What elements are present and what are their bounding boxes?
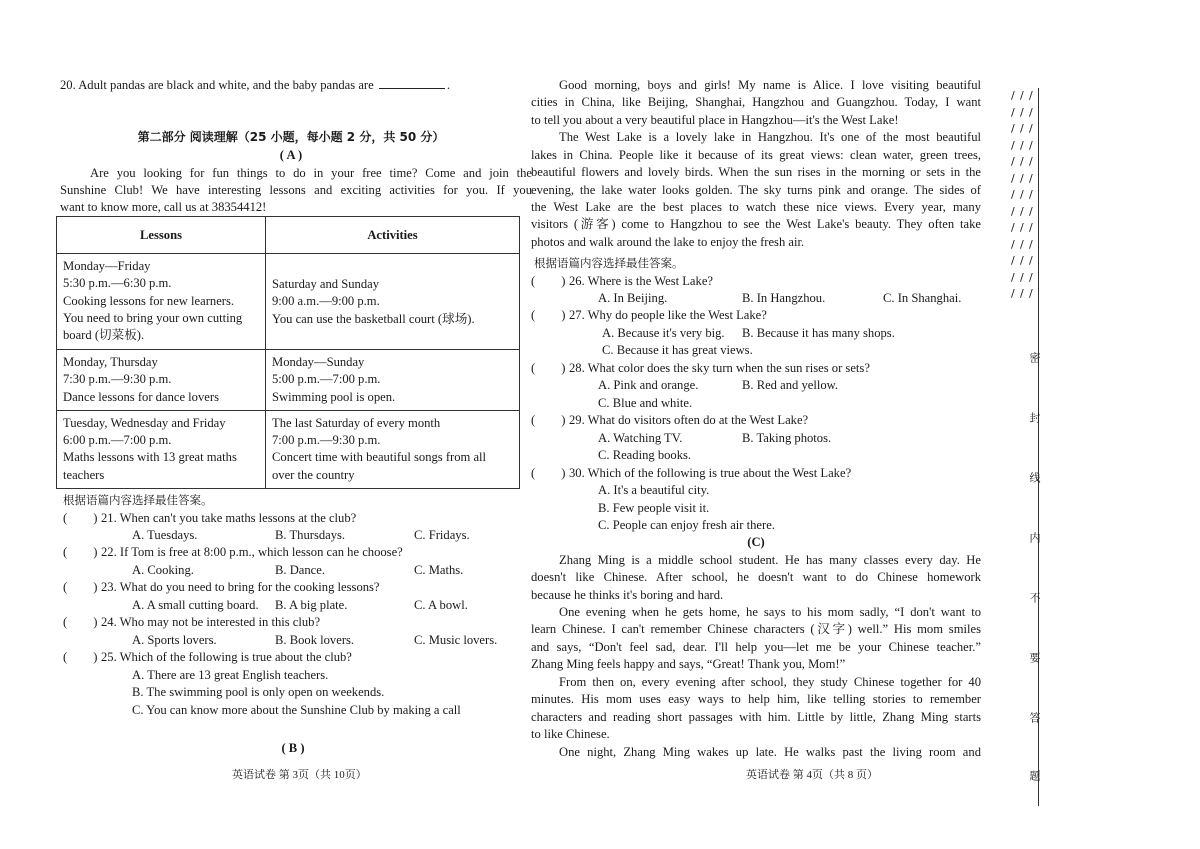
seal-char: 封 — [1028, 412, 1041, 423]
open-paren: ( — [63, 650, 68, 664]
page-footer-left: 英语试卷 第 3页（共 10页） — [232, 769, 367, 781]
passage-line: One night, Zhang Ming wakes up late. He walks past the living room and — [559, 745, 981, 759]
seal-char: 线 — [1028, 472, 1041, 483]
table-header-row — [57, 217, 520, 254]
close-paren: ) — [561, 466, 566, 480]
option-b: B. Red and yellow. — [742, 378, 839, 392]
answer-bracket[interactable] — [531, 273, 565, 290]
cell-line: The last Saturday of every month — [272, 415, 441, 430]
passage-line: the West Lake are the best places to watch these nice views. Every year, many — [531, 200, 981, 214]
passage-line: cities in China, like Beijing, Shanghai, Hangzhou and Guangzhou. Today, I want — [531, 95, 981, 109]
option-c: C. You can know more about the Sunshine Club by making a call — [132, 703, 461, 717]
slash-mark: / — [1011, 105, 1015, 119]
passage-line: to like Chinese. — [531, 727, 610, 741]
passage-line: visitors (游客) come to Hangzhou to see the West Lake's beauty. They often take — [531, 217, 981, 231]
section-title: 第二部分 阅读理解（25 小题，每小题 2 分，共 50 分） — [137, 130, 445, 144]
slash-mark: / — [1020, 270, 1024, 284]
slash-mark: / — [1020, 237, 1024, 251]
option-c: C. Blue and white. — [598, 396, 693, 410]
slash-mark: / — [1020, 171, 1024, 185]
option-a: A. Cooking. — [132, 563, 194, 577]
close-paren: ) — [561, 361, 566, 375]
open-paren: ( — [531, 413, 536, 427]
open-paren: ( — [63, 545, 68, 559]
question-stem: 27. Why do people like the West Lake? — [569, 308, 767, 322]
question-stem: 26. Where is the West Lake? — [569, 274, 713, 288]
option-b: B. Thursdays. — [275, 528, 346, 542]
slash-mark: / — [1029, 221, 1033, 234]
cell-line: 7:00 p.m.—9:30 p.m. — [272, 433, 381, 448]
close-paren: ) — [93, 545, 98, 559]
passage-a-label: ( A ) — [279, 148, 303, 162]
seal-char: 要 — [1028, 652, 1041, 663]
slash-mark: / — [1029, 105, 1033, 119]
answer-bracket[interactable] — [63, 614, 97, 631]
option-c: C. Because it has great views. — [602, 343, 753, 357]
passage-line: lakes in China. People like it because of its great views: clean water, green trees, — [531, 148, 981, 162]
question-stem: 21. When can't you take maths lessons at the club? — [101, 511, 357, 525]
option-b: B. Dance. — [275, 563, 326, 577]
question-stem: 29. What do visitors often do at the West Lake? — [569, 413, 809, 427]
slash-mark: / — [1011, 89, 1015, 102]
question-stem: 28. What color does the sky turn when the sun rises or sets? — [569, 361, 870, 375]
slash-mark: / — [1011, 188, 1015, 201]
question-stem: 30. Which of the following is true about the West Lake? — [569, 466, 852, 480]
answer-bracket[interactable] — [63, 544, 97, 561]
lessons-cell — [57, 350, 266, 411]
option-a: A. There are 13 great English teachers. — [132, 668, 329, 682]
table-row — [57, 254, 520, 350]
cell-line: Monday, Thursday — [63, 355, 158, 369]
open-paren: ( — [63, 615, 68, 629]
answer-bracket[interactable] — [531, 412, 565, 429]
answer-blank[interactable] — [379, 77, 445, 89]
open-paren: ( — [531, 274, 536, 288]
passage-line: photos and walk around the lake to enjoy the fresh air. — [531, 235, 805, 249]
option-a: A. Tuesdays. — [132, 528, 198, 542]
cell-line: Monday—Sunday — [272, 355, 365, 369]
cell-line: You need to bring your own cutting — [63, 310, 243, 325]
slash-mark: / — [1020, 254, 1024, 267]
question-20-period: . — [446, 78, 450, 92]
cell-line: 5:00 p.m.—7:00 p.m. — [272, 372, 381, 387]
seal-char: 答 — [1028, 712, 1041, 723]
slash-mark: / — [1011, 221, 1015, 234]
open-paren: ( — [531, 361, 536, 375]
cell-line: 6:00 p.m.—7:00 p.m. — [63, 433, 172, 448]
question-20 — [60, 77, 522, 94]
cell-line: board (切菜板). — [63, 328, 145, 343]
question-20-text: 20. Adult pandas are black and white, and the baby pandas are — [60, 78, 374, 92]
activities-header: Activities — [266, 217, 520, 254]
close-paren: ) — [93, 580, 98, 594]
slash-mark: / — [1029, 254, 1033, 267]
option-a: A. In Beijing. — [598, 291, 668, 305]
passage-line: The West Lake is a lovely lake in Hangzhou. It's one of the most beautiful — [559, 130, 981, 144]
slash-mark: / — [1029, 155, 1033, 168]
slash-mark: / — [1029, 171, 1033, 185]
question-stem: 23. What do you need to bring for the cooking lessons? — [101, 580, 380, 594]
cell-line: 7:30 p.m.—9:30 p.m. — [63, 372, 172, 387]
passage-line: doesn't like Chinese. After school, he doesn't want to do Chinese homework — [531, 570, 981, 584]
option-b: B. The swimming pool is only open on weekends. — [132, 685, 385, 699]
close-paren: ) — [561, 308, 566, 322]
activities-cell — [266, 350, 520, 411]
answer-bracket[interactable] — [531, 307, 565, 324]
option-c: C. Reading books. — [598, 448, 692, 462]
cell-line: You can use the basketball court (球场). — [272, 311, 475, 326]
passage-line: Zhang Ming feels happy and says, “Great! Thank you, Mom!” — [531, 657, 846, 671]
slash-mark: / — [1020, 221, 1024, 234]
passage-line: because he thinks it's boring and hard. — [531, 588, 724, 602]
seal-char: 内 — [1028, 532, 1041, 543]
slash-mark: / — [1011, 270, 1015, 284]
slash-mark: / — [1029, 287, 1033, 300]
slash-mark: / — [1020, 155, 1024, 168]
activities-cell — [266, 254, 520, 350]
cell-line: 5:30 p.m.—6:30 p.m. — [63, 276, 172, 291]
lessons-header: Lessons — [57, 217, 266, 254]
open-paren: ( — [531, 308, 536, 322]
option-a: A. Watching TV. — [598, 431, 683, 445]
option-c: C. People can enjoy fresh air there. — [598, 518, 775, 532]
slash-mark: / — [1029, 204, 1033, 218]
cell-line: Tuesday, Wednesday and Friday — [63, 415, 226, 430]
slash-mark: / — [1020, 138, 1024, 152]
intro-line: want to know more, call us at 38354412! — [60, 200, 267, 214]
option-b: B. Taking photos. — [742, 431, 832, 445]
answer-bracket[interactable] — [63, 649, 97, 666]
slash-mark: / — [1011, 254, 1015, 267]
slash-mark: / — [1011, 237, 1015, 251]
cell-line: Monday—Friday — [63, 259, 151, 273]
seal-char: 密 — [1028, 352, 1041, 363]
slash-mark: / — [1011, 204, 1015, 218]
page-footer-right: 英语试卷 第 4页（共 8 页） — [746, 769, 878, 781]
close-paren: ) — [93, 650, 98, 664]
option-c: C. A bowl. — [414, 598, 468, 612]
slash-mark: / — [1029, 89, 1033, 102]
passage-line: evening, the lake water looks golden. The sky turns pink and orange. The sides of — [531, 183, 981, 197]
slash-mark: / — [1029, 122, 1033, 135]
option-b: B. Book lovers. — [275, 633, 355, 647]
answer-bracket[interactable] — [63, 579, 97, 596]
cell-line: over the country — [272, 467, 355, 482]
passage-line: to tell you about a very beautiful place in Hangzhou—it's the West Lake! — [531, 113, 899, 127]
slash-mark: / — [1020, 287, 1024, 300]
passage-b-label: ( B ) — [281, 741, 305, 755]
slash-mark: / — [1011, 171, 1015, 185]
cell-line: teachers — [63, 467, 105, 482]
schedule-table — [56, 216, 520, 489]
slash-mark: / — [1011, 155, 1015, 168]
close-paren: ) — [561, 413, 566, 427]
option-b: B. In Hangzhou. — [742, 291, 826, 305]
open-paren: ( — [531, 466, 536, 480]
option-a: A. It's a beautiful city. — [598, 483, 710, 497]
cell-line: Cooking lessons for new learners. — [63, 293, 235, 308]
lessons-cell — [57, 254, 266, 350]
lessons-cell — [57, 410, 266, 488]
option-c: C. In Shanghai. — [883, 291, 962, 305]
answer-bracket[interactable] — [531, 465, 565, 482]
option-b: B. Few people visit it. — [598, 501, 710, 515]
cell-line: Maths lessons with 13 great maths — [63, 450, 237, 465]
passage-c-label: (C) — [747, 535, 765, 549]
option-c: C. Music lovers. — [414, 633, 498, 647]
option-b: B. Because it has many shops. — [742, 326, 895, 340]
question-stem: 25. Which of the following is true about the club? — [101, 650, 352, 664]
instruction: 根据语篇内容选择最佳答案。 — [534, 256, 684, 270]
slash-mark: / — [1011, 122, 1015, 135]
passage-line: and says, “Don't feel sad, dear. I'll help you—let me be your Chinese teacher.” — [531, 640, 981, 654]
slash-mark: / — [1020, 105, 1024, 119]
slash-mark: / — [1011, 287, 1015, 300]
slash-mark: / — [1020, 204, 1024, 218]
passage-line: learn Chinese. I can't remember Chinese characters (汉字) well.” His mom smiles — [531, 622, 981, 636]
slash-mark: / — [1029, 138, 1033, 152]
intro-line: Sunshine Club! We have interesting lessons and exciting activities for you. If you — [60, 183, 532, 197]
cell-line: Concert time with beautiful songs from all — [272, 450, 487, 465]
activities-cell — [266, 410, 520, 488]
passage-line: One evening when he gets home, he says to his mom sadly, “I don't want to — [559, 605, 981, 619]
passage-line: Good morning, boys and girls! My name is Alice. I love visiting beautiful — [559, 78, 981, 92]
table-row — [57, 410, 520, 488]
option-a: A. Pink and orange. — [598, 378, 699, 392]
slash-mark: / — [1020, 89, 1024, 102]
slash-mark: / — [1020, 122, 1024, 135]
seal-line — [1038, 88, 1039, 806]
slash-mark: / — [1029, 188, 1033, 201]
open-paren: ( — [63, 511, 68, 525]
option-b: B. A big plate. — [275, 598, 348, 612]
close-paren: ) — [93, 615, 98, 629]
passage-line: beautiful flowers and lovely birds. When the sun rises in the morning or sets in the — [531, 165, 981, 179]
instruction: 根据语篇内容选择最佳答案。 — [63, 493, 213, 507]
seal-char: 不 — [1028, 592, 1041, 603]
close-paren: ) — [93, 511, 98, 525]
slash-mark: / — [1029, 237, 1033, 251]
cell-line: Saturday and Sunday — [272, 277, 380, 291]
open-paren: ( — [63, 580, 68, 594]
slash-mark: / — [1011, 138, 1015, 152]
answer-bracket[interactable] — [63, 510, 97, 527]
option-c: C. Fridays. — [414, 528, 470, 542]
passage-line: minutes. His mom uses easy ways to help him, like telling stories to remember — [531, 692, 981, 706]
table-row — [57, 350, 520, 411]
option-a: A. Because it's very big. — [602, 326, 725, 340]
cell-line: 9:00 a.m.—9:00 p.m. — [272, 294, 380, 309]
option-a: A. A small cutting board. — [132, 598, 259, 612]
close-paren: ) — [561, 274, 566, 288]
question-stem: 22. If Tom is free at 8:00 p.m., which lesson can he choose? — [101, 545, 403, 559]
passage-line: From then on, every evening after school, they study Chinese together for 40 — [559, 675, 981, 689]
answer-bracket[interactable] — [531, 360, 565, 377]
cell-line: Swimming pool is open. — [272, 389, 396, 404]
cell-line: Dance lessons for dance lovers — [63, 389, 219, 404]
seal-char: 题 — [1028, 770, 1041, 781]
option-c: C. Maths. — [414, 563, 464, 577]
slash-mark: / — [1020, 188, 1024, 201]
passage-line: Zhang Ming is a middle school student. He has many classes every day. He — [559, 553, 981, 567]
intro-line: Are you looking for fun things to do in your free time? Come and join the — [90, 166, 532, 180]
option-a: A. Sports lovers. — [132, 633, 217, 647]
passage-line: characters and reading short passages with him. Little by little, Zhang Ming starts — [531, 710, 981, 724]
question-stem: 24. Who may not be interested in this club? — [101, 615, 321, 629]
slash-mark: / — [1029, 270, 1033, 284]
